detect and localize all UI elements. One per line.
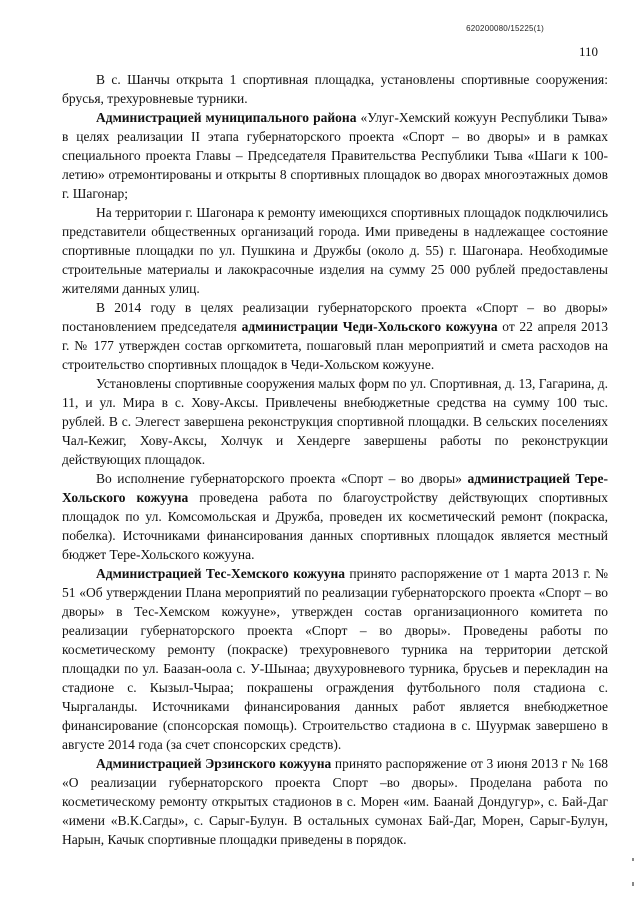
paragraph [62, 564, 608, 754]
text-run: от 22 апреля 2013 г. № 177 утвержден состав оргкомитета, пошаговый план мероприятий и смета расходов на строительство спортивных площадок в Чеди-Хольском кожууне. [62, 319, 608, 372]
text-run: Установлены спортивные сооружения малых форм по ул. Спортивная, д. 13, Гагарина, д. 11, и ул. Мира в с. Хову-Аксы. Привлечены внебюджетные средства на сумму 100 тыс. рублей. В с. Элегест завершена реконструкция спортивной площадки. В сельских поселениях Чал-Кежиг, Хову-Аксы, Холчук и Хендерге завершены работы по реконструкции действующих площадок. [62, 376, 608, 467]
bold-text-run: Администрацией муниципального района [96, 110, 357, 125]
document-body [62, 70, 608, 849]
paragraph [62, 70, 608, 108]
bold-text-run: Администрацией Тес-Хемского кожууна [96, 566, 346, 581]
scan-mark [632, 858, 634, 861]
paragraph [62, 469, 608, 564]
text-run: принято распоряжение от 3 июня 2013 г № 168 «О реализации губернаторского проекта Спорт –во дворы». Проделана работа по косметическому ремонту открытых стадионов в с. Морен «им. Баанай Дондугур», с. Бай-Даг «имени «В.К.Сагды», с. Сарыг-Булун. В остальных сумонах Бай-Даг, Морен, Сарыг-Булун, Нарын, Качык спортивные площадки приведены в порядок. [62, 756, 608, 847]
document-code: 620200080/15225(1) [466, 24, 544, 33]
text-run: Во исполнение губернаторского проекта «Спорт – во дворы» [96, 471, 468, 486]
text-run: В с. Шанчы открыта 1 спортивная площадка, установлены спортивные сооружения: брусья, трехуровневые турники. [62, 72, 608, 106]
text-run: На территории г. Шагонара к ремонту имеющихся спортивных площадок подключились представители общественных организаций города. Ими приведены в надлежащее состояние спортивные площадки по ул. Пушкина и Дружбы (около д. 55) г. Шагонара. Необходимые строительные материалы и лакокрасочные изделия на сумму 25 000 рублей предоставлены жителями данных улиц. [62, 205, 608, 296]
bold-text-run: администрацией Тере-Хольского кожууна [62, 471, 608, 505]
text-run: «Улуг-Хемский кожуун Республики Тыва» в целях реализации II этапа губернаторского проекта «Спорт – во дворы» и в рамках специального проекта Главы – Председателя Правительства Республики Тыва «Шаги к 100-летию» отремонтированы и открыты 8 спортивных площадок во дворах многоэтажных домов г. Шагонар; [62, 110, 608, 201]
paragraph [62, 298, 608, 374]
text-run: принято распоряжение от 1 марта 2013 г. № 51 «Об утверждении Плана мероприятий по реализации губернаторского проекта «Спорт – во дворы» в Тес-Хемском кожууне», утвержден состав организационного комитета по реализации губернаторского проекта «Спорт – во дворы». Проведены работы по косметическому ремонту (покраске) трехуровневого турника на территории детской площадки по ул. Баазан-оола с. У-Шынаа; двухуровневого турника, брусьев и перекладин на стадионе с. Кызыл-Чыраа; покрашены ограждения футбольного поля стадиона с. Чыргаланды. Источниками финансирования данных работ является внебюджетное финансирование (спонсорская помощь). Строительство стадиона в с. Шуурмак завершено в августе 2014 года (за счет спонсорских средств). [62, 566, 608, 752]
paragraph [62, 374, 608, 469]
bold-text-run: администрации Чеди-Хольского кожууна [241, 319, 498, 334]
bold-text-run: Администрацией Эрзинского кожууна [96, 756, 332, 771]
scan-mark [632, 882, 634, 886]
text-run: проведена работа по благоустройству действующих спортивных площадок по ул. Комсомольская и Дружба, проведен их косметический ремонт (покраска, побелка). Источниками финансирования данных спортивных площадок является местный бюджет Тере-Хольского кожууна. [62, 490, 608, 562]
paragraph [62, 203, 608, 298]
paragraph [62, 108, 608, 203]
text-run: В 2014 году в целях реализации губернаторского проекта «Спорт – во дворы» постановлением председателя [62, 300, 608, 334]
page-number: 110 [578, 44, 598, 59]
paragraph [62, 754, 608, 849]
